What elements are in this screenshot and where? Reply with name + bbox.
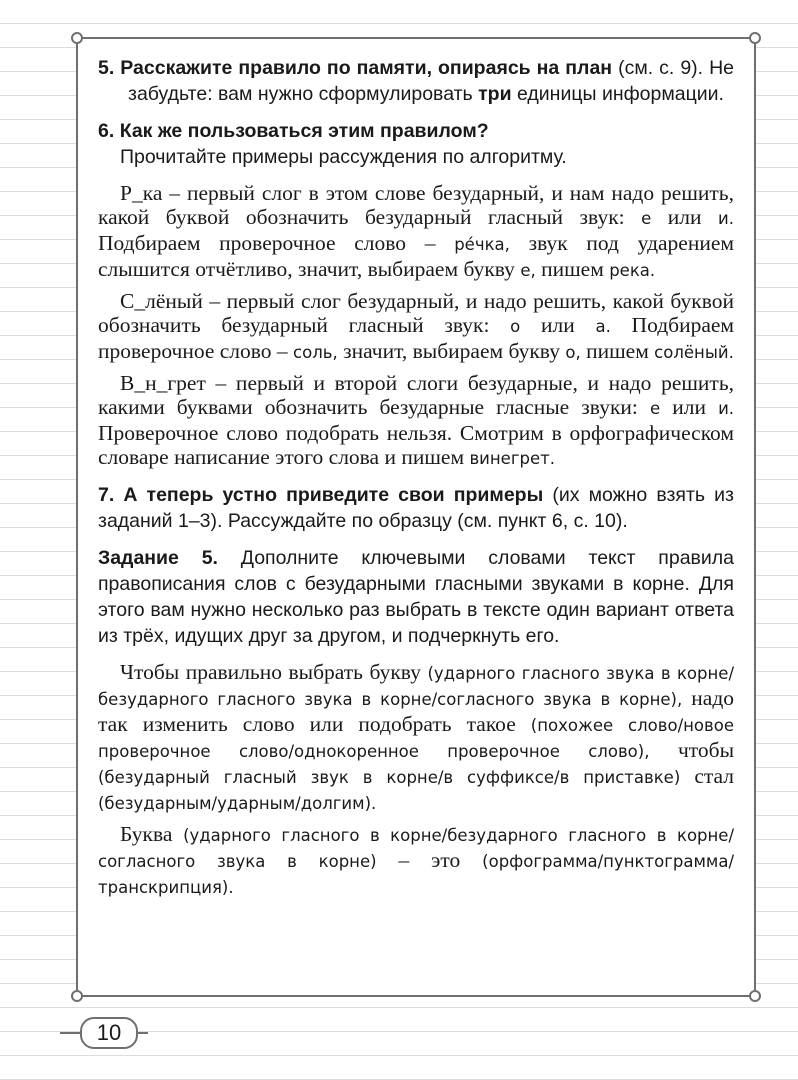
page-number: 10 [80,1017,138,1049]
example-solenyi: С_лёный – первый слог безударный, и надо решить, какой буквой обозначить безударный гласный звук: о или а. Подбираем проверочное слово – соль, значит, выбираем букву о, пишем солёный. [98,289,735,363]
item-7-title: А теперь устно приведите свои примеры [123,484,544,506]
answer-options: (безударным/ударным/долгим). [98,794,377,813]
item-6-heading: 6. Как же пользоваться этим правилом? [98,120,489,142]
item-7: 7. А теперь устно приведите свои примеры (их можно взять из заданий 1–3). Рассуждайте по образцу (см. пункт 6, с. 10). [98,484,734,532]
answer-options: (ударного гласного звука в корне/безударного гласного звука в корне/согласного звука в корне), [98,664,735,709]
task-5: Задание 5. Дополните ключевыми словами текст правила правописания слов с безударными гласными звуками в корне. Для этого вам нужно несколько раз выбрать в тексте один вариант ответа из трёх, идущих друг за другом, и подчеркнуть его. [98,547,735,647]
example-vinegret: В_н_грет – первый и второй слоги безударные, и надо решить, какими буквами обозначить безударные гласные звуки: е или и. Проверочное слово подобрать нельзя. Смотрим в орфографическом словаре написание этого слова и пишем винегрет. [98,371,735,469]
answer-options: (похожее слово/новое проверочное слово/однокоренное проверочное слово), [98,716,735,761]
frame-corner-ornament [749,32,761,44]
page-number-stub [138,1032,148,1034]
item-6-instruction: Прочитайте примеры рассуждения по алгоритму. [120,146,567,168]
answer-options: (орфограмма/пунктограмма/транскрипция). [98,852,735,897]
frame-corner-ornament [71,32,83,44]
page-content [98,55,734,900]
answer-options: (безударный гласный звук в корне/в суффиксе/в приставке) [98,768,681,787]
rule-paragraph-2: Буква (ударного гласного в корне/безударного гласного в корне/ согласного звука в корне) – это (орфограмма/пунктограмма/транскрипция). [98,822,735,897]
page-number-stub [60,1032,80,1034]
item-5-title: Расскажите правило по памяти, опираясь на план [120,57,613,79]
task-5-label: Задание 5. [98,547,218,569]
example-reka: Р_ка – первый слог в этом слове безударный, и нам надо решить, какой буквой обозначить безударный гласный звук: е или и. Подбираем проверочное слово – ре́чка, звук под ударением слышится отчётливо, значит, выбираем букву е, пишем река. [98,181,735,281]
frame-corner-ornament [71,990,83,1002]
item-6-title: Как же пользоваться этим правилом? [119,120,489,142]
frame-corner-ornament [749,990,761,1002]
page-frame [76,37,756,997]
answer-options: (ударного гласного в корне/безударного гласного в корне/ согласного звука в корне) [98,826,735,871]
item-5: 5. Расскажите правило по памяти, опираясь на план (см. с. 9). Не забудьте: вам нужно сформулировать три единицы информации. [98,57,735,105]
rule-paragraph-1: Чтобы правильно выбрать букву (ударного гласного звука в корне/безударного гласного звука в корне/согласного звука в корне), надо так изменить слово или подобрать такое (похожее слово/новое проверочное слово/однокоренное проверочное слово), чтобы (безударный гласный звук в корне/в суффиксе/в приставке) стал (безударным/ударным/долгим). [98,660,735,813]
